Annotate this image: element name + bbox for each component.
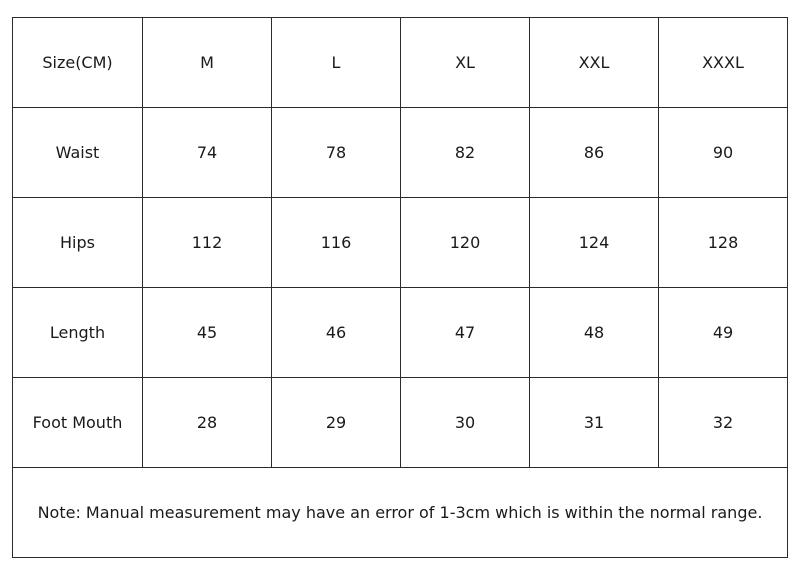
table-row-waist	[13, 108, 788, 198]
table-cell: 128	[659, 198, 788, 288]
row-label: Foot Mouth	[13, 378, 143, 468]
header-cell-m: M	[143, 18, 272, 108]
table-cell: 46	[272, 288, 401, 378]
table-header-row	[13, 18, 788, 108]
table-cell: 45	[143, 288, 272, 378]
table-cell: 74	[143, 108, 272, 198]
table-note-row	[13, 468, 788, 558]
table-cell: 78	[272, 108, 401, 198]
table-cell: 124	[530, 198, 659, 288]
table-cell: 31	[530, 378, 659, 468]
table-cell: 120	[401, 198, 530, 288]
table-cell: 47	[401, 288, 530, 378]
measurement-note: Note: Manual measurement may have an error of 1-3cm which is within the normal range.	[13, 468, 788, 558]
row-label: Hips	[13, 198, 143, 288]
table-row-length	[13, 288, 788, 378]
row-label: Length	[13, 288, 143, 378]
header-cell-size: Size(CM)	[13, 18, 143, 108]
table-row-hips	[13, 198, 788, 288]
table-row-foot-mouth	[13, 378, 788, 468]
header-cell-xxxl: XXXL	[659, 18, 788, 108]
header-cell-l: L	[272, 18, 401, 108]
table-cell: 32	[659, 378, 788, 468]
table-cell: 48	[530, 288, 659, 378]
table-cell: 82	[401, 108, 530, 198]
table-cell: 116	[272, 198, 401, 288]
table-cell: 29	[272, 378, 401, 468]
header-cell-xl: XL	[401, 18, 530, 108]
table-cell: 49	[659, 288, 788, 378]
table-cell: 28	[143, 378, 272, 468]
row-label: Waist	[13, 108, 143, 198]
table-cell: 30	[401, 378, 530, 468]
table-cell: 86	[530, 108, 659, 198]
header-cell-xxl: XXL	[530, 18, 659, 108]
size-chart-table	[12, 17, 788, 558]
table-cell: 112	[143, 198, 272, 288]
table-cell: 90	[659, 108, 788, 198]
